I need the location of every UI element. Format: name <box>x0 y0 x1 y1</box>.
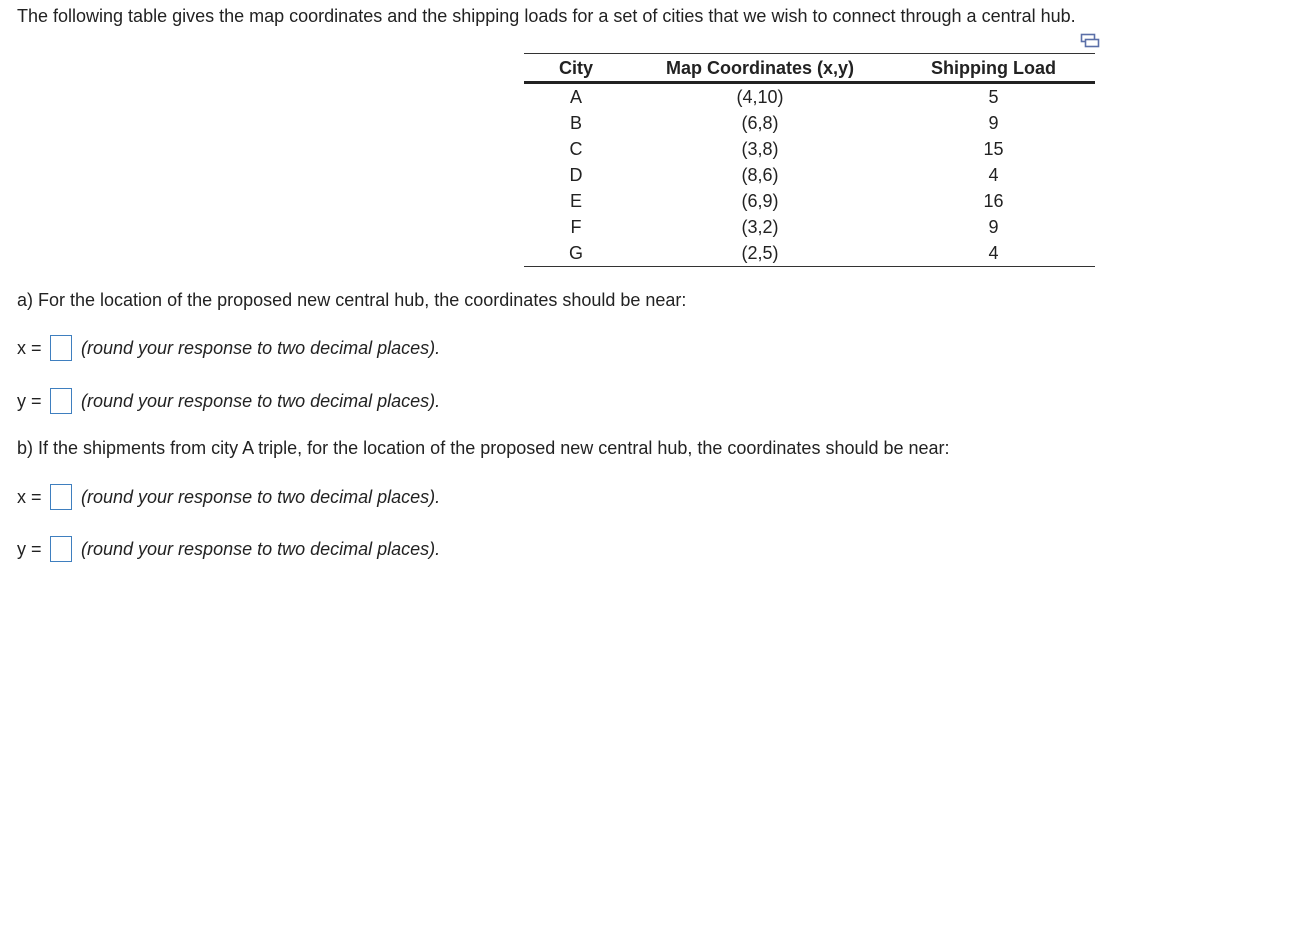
coordinates-cell: (3,8) <box>741 139 779 159</box>
load-cell: 9 <box>988 113 999 133</box>
city-cell: A <box>569 87 582 107</box>
part-b-y-label: y = <box>17 538 42 559</box>
part-b-x-input[interactable] <box>50 484 72 510</box>
load-cell: 9 <box>988 217 999 237</box>
coordinates-cell: (6,8) <box>741 113 779 133</box>
part-b-x-label: x = <box>17 486 42 507</box>
header-city: City <box>524 54 628 83</box>
part-b-x-row <box>17 483 440 511</box>
copy-table-icon[interactable] <box>1080 33 1100 49</box>
part-b-y-row <box>17 535 440 563</box>
part-b-prompt: b) If the shipments from city A triple, for the location of the proposed new central hub, the coordinates should be near: <box>17 438 950 458</box>
city-data-table <box>524 53 1095 267</box>
part-a-y-label: y = <box>17 390 42 411</box>
load-cell: 15 <box>983 139 1004 159</box>
part-a-x-row <box>17 334 440 362</box>
part-b-y-hint: (round your response to two decimal places). <box>81 538 441 559</box>
coordinates-cell: (6,9) <box>741 191 779 211</box>
city-cell: G <box>524 240 628 267</box>
part-a-y-input[interactable] <box>50 388 72 414</box>
coordinates-cell: (2,5) <box>628 240 892 267</box>
part-b-x-hint: (round your response to two decimal places). <box>81 486 441 507</box>
part-b-y-input[interactable] <box>50 536 72 562</box>
load-cell: 16 <box>983 191 1004 211</box>
coordinates-cell: (8,6) <box>741 165 779 185</box>
table-row <box>524 214 1095 240</box>
table-header-row <box>524 54 1095 83</box>
part-a-prompt: a) For the location of the proposed new central hub, the coordinates should be near: <box>17 290 687 310</box>
load-cell: 5 <box>988 87 999 107</box>
header-map-coordinates: Map Coordinates (x,y) <box>628 54 892 83</box>
problem-statement: The following table gives the map coordinates and the shipping loads for a set of cities that we wish to connect through a central hub. <box>17 6 1076 26</box>
table-row <box>524 240 1095 267</box>
table-row <box>524 110 1095 136</box>
part-a-x-input[interactable] <box>50 335 72 361</box>
city-cell: F <box>570 217 582 237</box>
coordinates-cell: (3,2) <box>741 217 779 237</box>
part-a-x-label: x = <box>17 337 42 358</box>
city-cell: C <box>569 139 583 159</box>
load-cell: 4 <box>988 165 999 185</box>
part-a-y-hint: (round your response to two decimal places). <box>81 390 441 411</box>
table-row <box>524 162 1095 188</box>
table-row <box>524 136 1095 162</box>
city-cell: E <box>569 191 582 211</box>
coordinates-cell: (4,10) <box>736 87 784 107</box>
city-cell: B <box>569 113 582 133</box>
table-row <box>524 188 1095 214</box>
city-cell: D <box>569 165 583 185</box>
header-shipping-load: Shipping Load <box>892 54 1095 83</box>
load-cell: 4 <box>892 240 1095 267</box>
part-a-x-hint: (round your response to two decimal places). <box>81 337 441 358</box>
table-row <box>524 83 1095 111</box>
part-a-y-row <box>17 387 440 415</box>
